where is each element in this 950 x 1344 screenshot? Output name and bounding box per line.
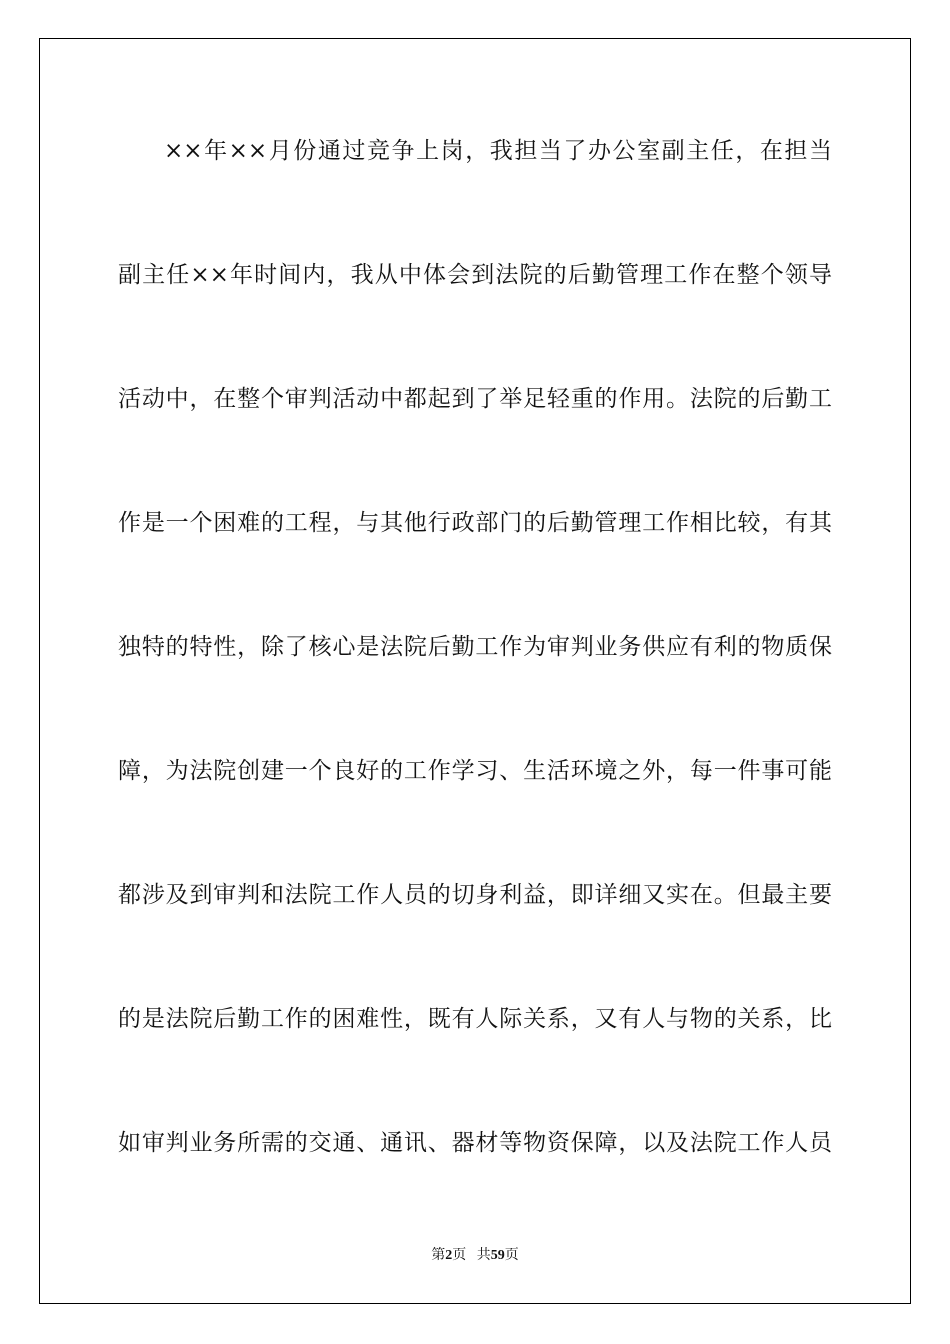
body-text-line-6: 障，为法院创建一个良好的工作学习、生活环境之外，每一件事可能: [118, 758, 832, 784]
total-pages: 59: [490, 1248, 505, 1263]
total-prefix: 共: [476, 1248, 491, 1263]
page-prefix: 第: [431, 1248, 446, 1263]
body-text-line-9: 如审判业务所需的交通、通讯、器材等物资保障，以及法院工作人员: [118, 1130, 832, 1156]
page-number: 2: [445, 1248, 453, 1263]
body-text-line-1: ××年××月份通过竞争上岗，我担当了办公室副主任，在担当: [164, 138, 832, 164]
page-border: [39, 38, 911, 1304]
body-text-line-5: 独特的特性，除了核心是法院后勤工作为审判业务供应有利的物质保: [118, 634, 832, 660]
page-footer: [0, 1247, 950, 1265]
body-text-line-2: 副主任××年时间内，我从中体会到法院的后勤管理工作在整个领导: [118, 262, 832, 288]
page-suffix: 页: [452, 1248, 467, 1263]
body-text-line-7: 都涉及到审判和法院工作人员的切身利益，即详细又实在。但最主要: [118, 882, 832, 908]
body-text-line-4: 作是一个困难的工程，与其他行政部门的后勤管理工作相比较，有其: [118, 510, 832, 536]
body-text-line-3: 活动中，在整个审判活动中都起到了举足轻重的作用。法院的后勤工: [118, 386, 832, 412]
total-suffix: 页: [504, 1248, 519, 1263]
body-text-line-8: 的是法院后勤工作的困难性，既有人际关系，又有人与物的关系，比: [118, 1006, 832, 1032]
